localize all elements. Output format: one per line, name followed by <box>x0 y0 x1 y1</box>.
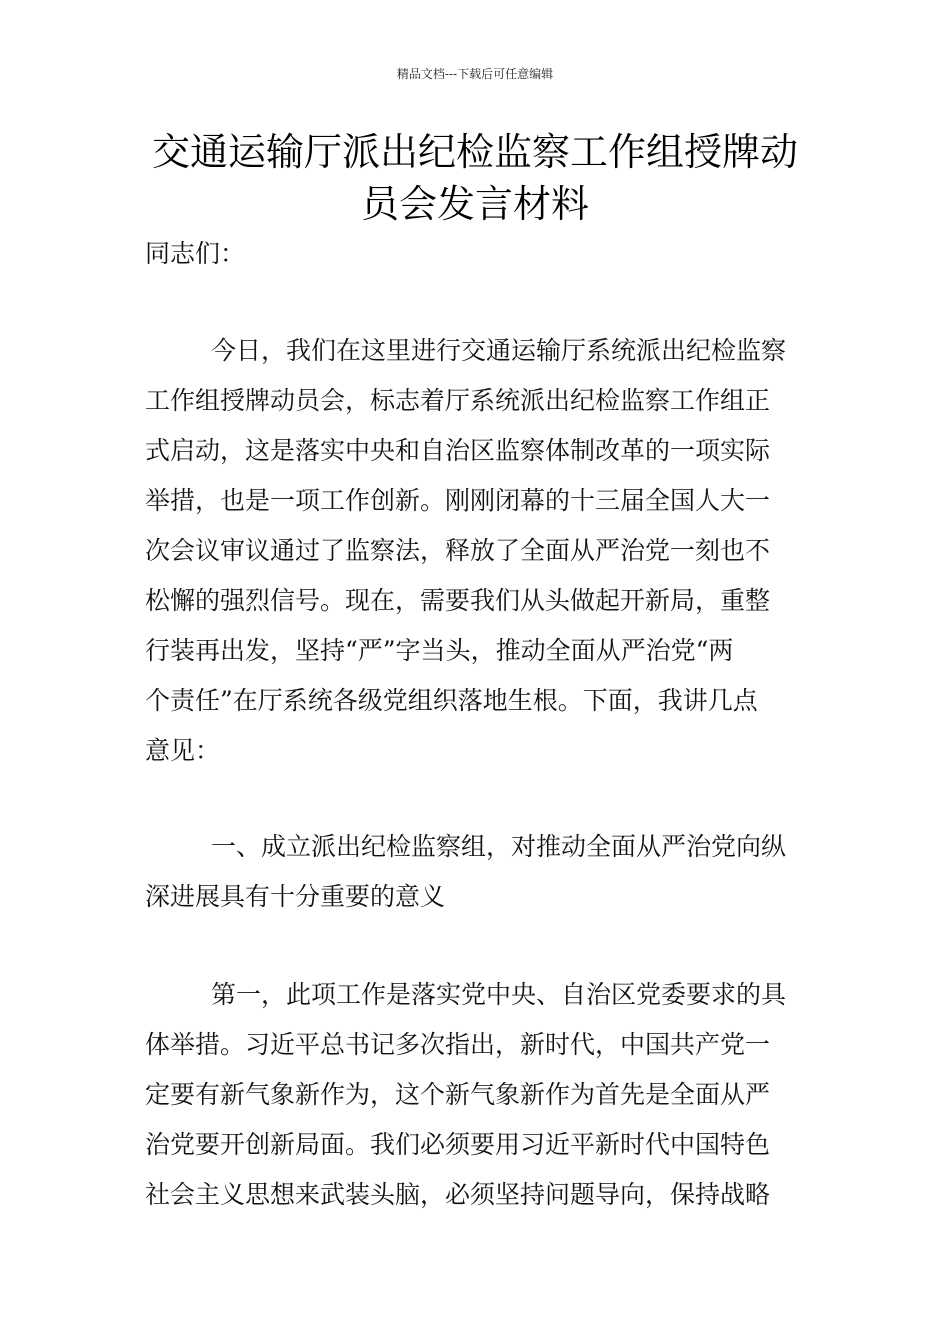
title-line-1: 交通运输厅派出纪检监察工作组授牌动 <box>151 130 798 174</box>
paragraph-line: 第一，此项工作是落实党中央、自治区党委要求的具 <box>211 980 787 1009</box>
salutation-text: 同志们： <box>145 239 246 268</box>
paragraph-line: 社会主义思想来武装头脑，必须坚持问题导向，保持战略 <box>145 1180 771 1209</box>
salutation <box>145 229 807 279</box>
section-heading-1 <box>145 822 807 922</box>
heading-line: 深进展具有十分重要的意义 <box>145 882 446 911</box>
title-line-2: 员会发言材料 <box>360 182 589 226</box>
paragraph-line: 式启动，这是落实中央和自治区监察体制改革的一项实际 <box>145 436 771 465</box>
document-title <box>0 126 950 230</box>
paragraph-line: 松懈的强烈信号。现在，需要我们从头做起开新局，重整 <box>145 586 771 615</box>
paragraph-line: 工作组授牌动员会，标志着厅系统派出纪检监察工作组正 <box>145 386 771 415</box>
paragraph-line: 个责任”在厅系统各级党组织落地生根。下面，我讲几点 <box>145 686 758 715</box>
paragraph-line: 次会议审议通过了监察法，释放了全面从严治党一刻也不 <box>145 536 771 565</box>
heading-line: 一、成立派出纪检监察组，对推动全面从严治党向纵 <box>211 832 787 861</box>
paragraph-line: 体举措。习近平总书记多次指出，新时代，中国共产党一 <box>145 1030 771 1059</box>
paragraph-opening <box>145 326 807 776</box>
paragraph-line: 行装再出发，坚持“严”字当头，推动全面从严治党“两 <box>145 636 734 665</box>
header-note: 精品文档---下载后可任意编辑 <box>396 67 554 81</box>
paragraph-line: 定要有新气象新作为，这个新气象新作为首先是全面从严 <box>145 1080 771 1109</box>
paragraph-line: 意见： <box>145 736 221 765</box>
paragraph-line: 治党要开创新局面。我们必须要用习近平新时代中国特色 <box>145 1130 771 1159</box>
paragraph-line: 举措，也是一项工作创新。刚刚闭幕的十三届全国人大一 <box>145 486 771 515</box>
paragraph-first-point <box>145 970 807 1220</box>
paragraph-line: 今日，我们在这里进行交通运输厅系统派出纪检监察 <box>211 336 787 365</box>
